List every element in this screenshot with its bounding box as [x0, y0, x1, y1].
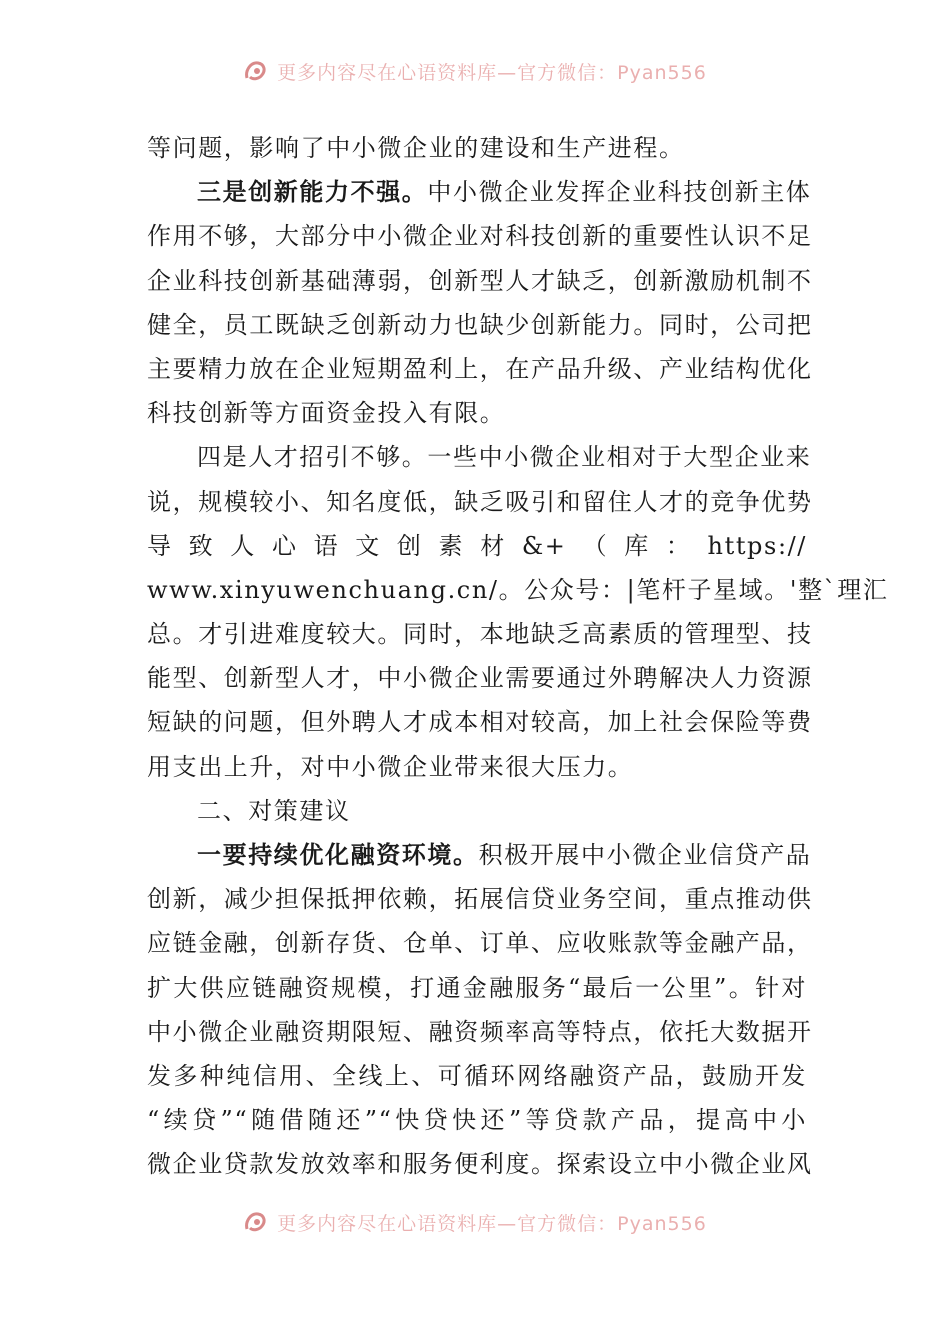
text-run: 积极开展中小微企业信贷产品: [478, 841, 812, 869]
document-body: [147, 126, 889, 1187]
text-line: [147, 877, 813, 921]
text-run: 二、对策建议: [197, 796, 351, 825]
text-line: [147, 214, 813, 258]
text-line: [147, 303, 813, 347]
text-line: [147, 1098, 807, 1142]
text-run: 用支出上升，对中小微企业带来很大压力。: [147, 752, 634, 781]
text-run: 作用不够，大部分中小微企业对科技创新的重要性认识不足: [147, 222, 813, 251]
text-line: [147, 700, 813, 744]
text-line: [147, 391, 807, 435]
watermark-text: 更多内容尽在心语资料库—官方微信：Pyan556: [277, 1212, 707, 1235]
text-run: 企业科技创新基础薄弱，创新型人才缺乏，创新激励机制不: [147, 266, 813, 295]
text-run: 扩大供应链融资规模，打通金融服务“最后一公里”。针对: [147, 973, 807, 1002]
header-watermark: [0, 56, 950, 86]
text-line: [147, 1010, 813, 1054]
watermark-logo-icon: [243, 1209, 269, 1235]
text-line: [147, 524, 807, 568]
text-line: [147, 480, 813, 524]
text-run: 科技创新等方面资金投入有限。: [147, 399, 506, 428]
text-line: [147, 656, 813, 700]
text-line: [147, 789, 807, 833]
text-line: [147, 1054, 807, 1098]
text-run: 能型、创新型人才，中小微企业需要通过外聘解决人力资源: [147, 664, 813, 693]
text-run: 发多种纯信用、全线上、可循环网络融资产品，鼓励开发: [147, 1061, 807, 1090]
watermark-text: 更多内容尽在心语资料库—官方微信：Pyan556: [277, 61, 707, 84]
text-run: 四是人才招引不够。一些中小微企业相对于大型企业来: [197, 443, 812, 472]
text-run: 微企业贷款发放效率和服务便利度。探索设立中小微企业风: [147, 1150, 813, 1179]
text-run: “续贷”“随借随还”“快贷快还”等贷款产品，提高中小: [147, 1106, 807, 1135]
text-run: 主要精力放在企业短期盈利上，在产品升级、产业结构优化: [147, 354, 813, 383]
text-line: [147, 612, 813, 656]
bold-lead-phrase: 三是创新能力不强。: [197, 177, 428, 207]
text-line: [147, 347, 813, 391]
text-run: 创新，减少担保抵押依赖，拓展信贷业务空间，重点推动供: [147, 885, 813, 914]
text-line: [147, 259, 813, 303]
footer-watermark: [0, 1207, 950, 1237]
text-line: [147, 966, 807, 1010]
text-line: [147, 170, 812, 214]
text-run: 中小微企业融资期限短、融资频率高等特点，依托大数据开: [147, 1017, 813, 1046]
text-line: [147, 745, 807, 789]
text-line: [147, 435, 812, 479]
text-line: [147, 833, 812, 877]
text-run: 等问题，影响了中小微企业的建设和生产进程。: [147, 134, 685, 162]
text-line: [147, 568, 889, 612]
watermark-logo-icon: [243, 58, 269, 84]
text-run: 健全，员工既缺乏创新动力也缺少创新能力。同时，公司把: [147, 310, 813, 339]
text-line: [147, 1142, 813, 1186]
text-run: 导致人心语文创素材&+（库：https://: [147, 531, 807, 560]
text-line: [147, 921, 813, 965]
text-run: www.xinyuwenchuang.cn/。公众号：|笔杆子星域。'整`理汇: [147, 575, 889, 604]
text-line: [147, 126, 807, 170]
bold-lead-phrase: 一要持续优化融资环境。: [197, 840, 479, 869]
text-run: 短缺的问题，但外聘人才成本相对较高，加上社会保险等费: [147, 708, 813, 737]
text-run: 中小微企业发挥企业科技创新主体: [427, 178, 812, 207]
text-run: 说，规模较小、知名度低，缺乏吸引和留住人才的竞争优势: [147, 487, 813, 516]
text-run: 总。才引进难度较大。同时，本地缺乏高素质的管理型、技: [147, 620, 813, 649]
text-run: 应链金融，创新存货、仓单、订单、应收账款等金融产品，: [147, 929, 813, 958]
